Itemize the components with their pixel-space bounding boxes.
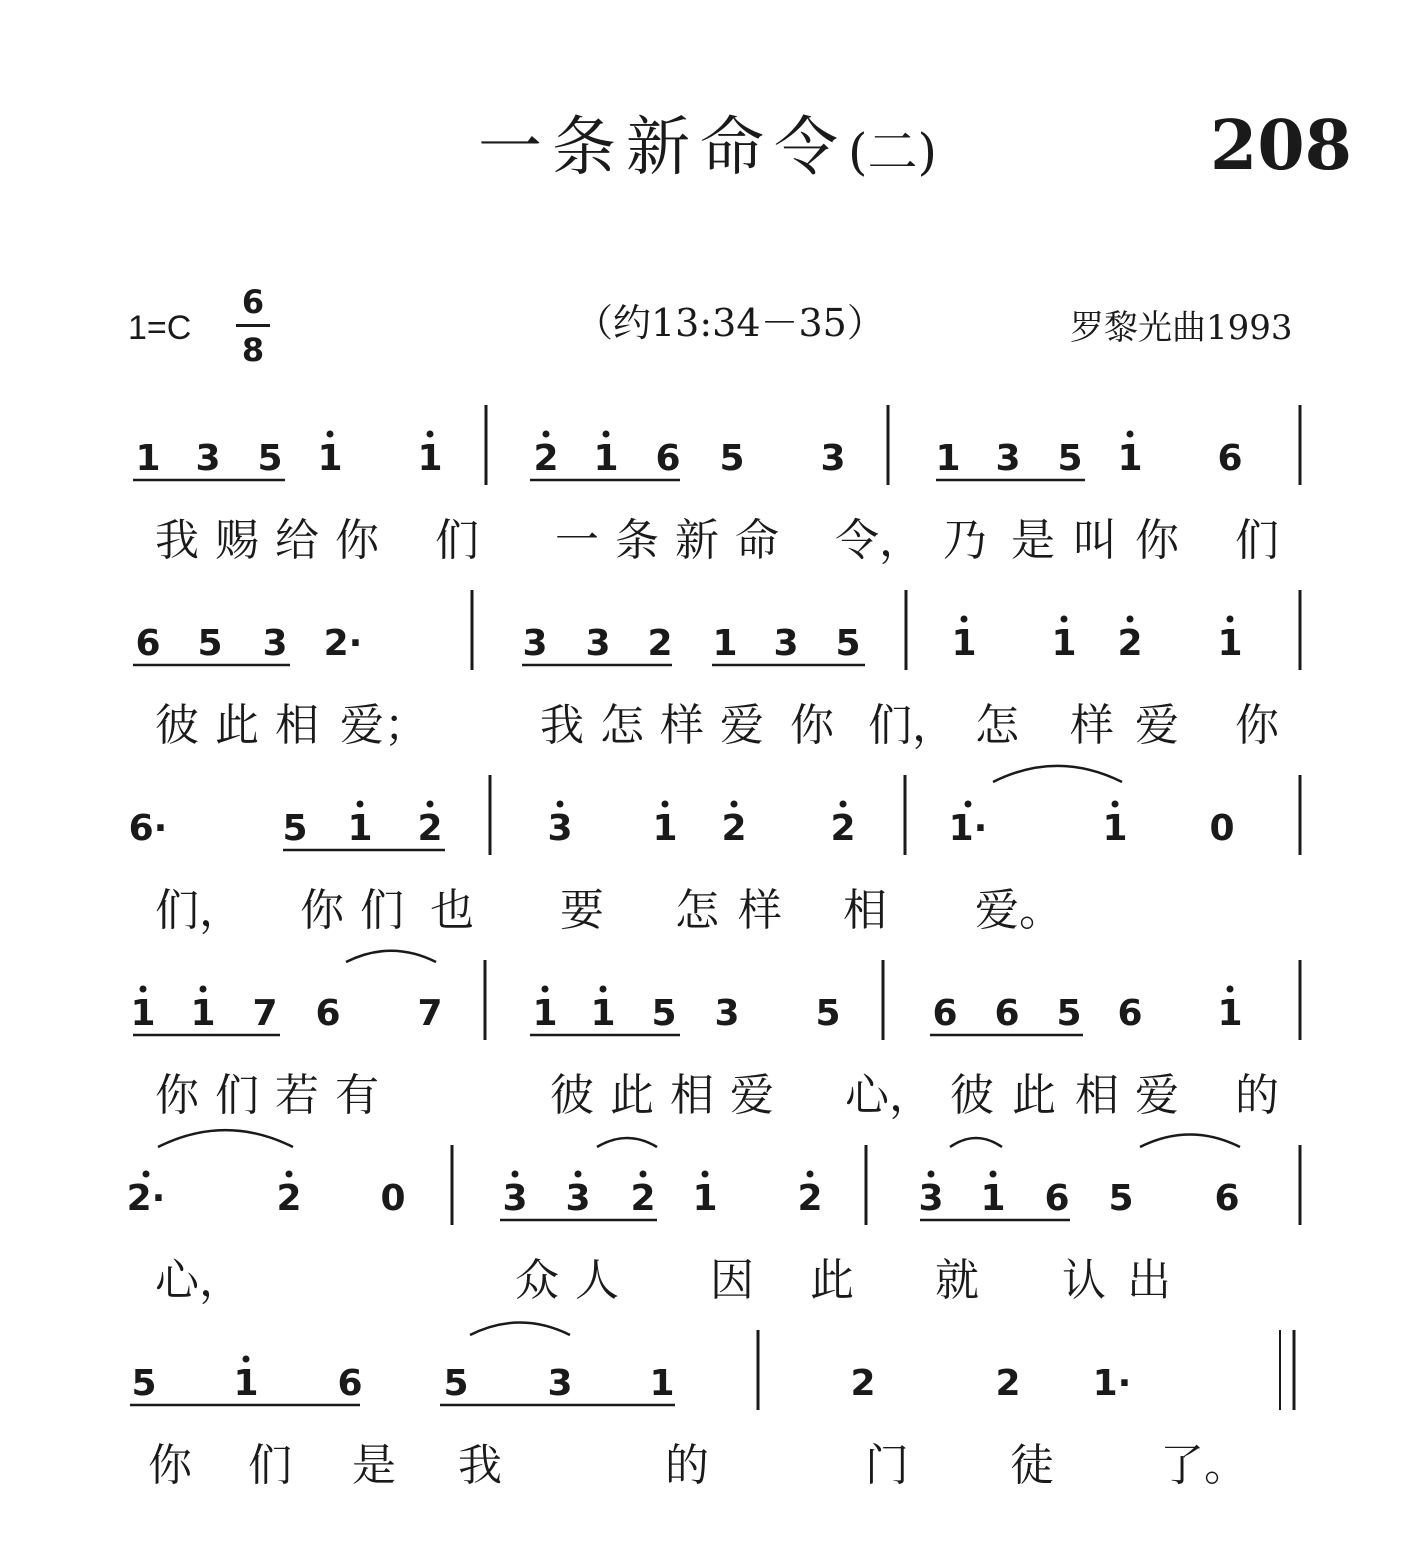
note-6: 6 [994,993,1020,1034]
lyric-syllable: 们， [155,885,243,936]
note-6: 6 [1044,1178,1070,1219]
note-2: 2 [533,438,559,479]
note-1: 1 [532,993,558,1034]
note-1: 1 [980,1178,1006,1219]
lyric-syllable: 给 [275,515,319,566]
octave-dot [1227,986,1234,993]
scripture-reference: （约13:34－35） [575,301,885,345]
lyric-syllable: 心， [155,1255,243,1306]
lyric-syllable: 们 [360,885,404,936]
composer-credit: 罗黎光曲1993 [1070,308,1293,348]
note-6: 6 [1214,1178,1240,1219]
octave-dot [640,1171,647,1178]
note-6: 6 [655,438,681,479]
note-5: 5 [1056,993,1082,1034]
key-signature: 1=C [128,309,192,347]
note-2: 2 [797,1178,823,1219]
note-3: 3 [522,623,548,664]
note-1: 1 [935,438,961,479]
lyric-syllable: 怎 [975,700,1019,751]
octave-dot [543,431,550,438]
lyric-syllable: 彼 [950,1070,994,1121]
note-1: 1 [135,438,161,479]
note-5: 5 [719,438,745,479]
lyric-syllable: 相 [1075,1070,1119,1121]
note-1: 1 [190,993,216,1034]
lyric-syllable: 你 [155,1070,199,1121]
note-5: 5 [257,438,283,479]
lyric-syllable: 相 [670,1070,714,1121]
note-5: 5 [815,993,841,1034]
note-1: 1 [1217,623,1243,664]
octave-dot [243,1356,250,1363]
lyric-syllable: 你 [790,700,834,751]
note-3: 3 [547,1363,573,1404]
tie-slur [346,951,436,962]
lyric-syllable: 我 [540,700,584,751]
lyric-syllable: 你 [148,1440,192,1491]
lyric-syllable: 相 [275,700,319,751]
lyric-syllable: 赐 [215,515,259,566]
note-0: 0 [380,1178,406,1219]
lyric-syllable: 此 [215,700,259,751]
note-6: 6 [932,993,958,1034]
lyric-syllable: 令， [835,515,923,566]
tie-slur [1140,1135,1240,1148]
note-3: 3 [714,993,740,1034]
octave-dot [575,1171,582,1178]
note-2: 2 [630,1178,656,1219]
lyric-syllable: 我 [155,515,199,566]
tie-slur [993,766,1122,782]
octave-dot [928,1171,935,1178]
note-7: 7 [252,993,278,1034]
lyric-syllable: 叫 [1073,515,1117,566]
lyric-syllable: 的 [665,1440,709,1491]
octave-dot [427,431,434,438]
lyric-syllable: 一 [555,515,599,566]
lyric-syllable: 是 [352,1440,396,1491]
tie-slur [470,1323,570,1336]
octave-dot [286,1171,293,1178]
tie-slur [950,1138,1002,1147]
time-signature-denominator: 8 [241,331,265,369]
octave-dot [327,431,334,438]
note-0: 0 [1209,808,1235,849]
lyric-syllable: 你 [300,885,344,936]
note-1·: 1· [1092,1363,1132,1404]
octave-dot [1112,801,1119,808]
lyric-syllable: 人 [575,1255,619,1306]
note-3: 3 [820,438,846,479]
octave-dot [702,1171,709,1178]
note-2: 2 [1117,623,1143,664]
lyric-syllable: 也 [430,885,474,936]
time-signature-numerator: 6 [241,283,265,321]
note-1: 1 [652,808,678,849]
note-5: 5 [651,993,677,1034]
lyric-syllable: 样 [738,885,782,936]
note-7: 7 [417,993,443,1034]
octave-dot [200,986,207,993]
note-3: 3 [773,623,799,664]
tie-slur [597,1138,657,1147]
note-1: 1 [1102,808,1128,849]
octave-dot [840,801,847,808]
octave-dot [990,1171,997,1178]
octave-dot [600,986,607,993]
octave-dot [357,801,364,808]
octave-dot [557,801,564,808]
lyric-syllable: 样 [1070,700,1114,751]
note-1: 1 [593,438,619,479]
octave-dot [961,616,968,623]
note-1: 1 [130,993,156,1034]
octave-dot [1061,616,1068,623]
lyric-syllable: 你 [335,515,379,566]
note-2·: 2· [323,623,363,664]
octave-dot [603,431,610,438]
lyric-syllable: 们 [248,1440,292,1491]
note-3: 3 [565,1178,591,1219]
lyric-syllable: 怎 [600,700,644,751]
lyric-syllable: 爱 [730,1070,774,1121]
note-5: 5 [282,808,308,849]
lyric-syllable: 爱 [1135,1070,1179,1121]
lyric-syllable: 爱； [340,700,428,751]
lyric-syllable: 爱。 [975,885,1063,936]
octave-dot [512,1171,519,1178]
note-1: 1 [233,1363,259,1404]
octave-dot [427,801,434,808]
lyric-syllable: 们 [215,1070,259,1121]
octave-dot [662,801,669,808]
note-2: 2 [830,808,856,849]
hymn-number: 208 [1210,106,1352,186]
note-6: 6 [1217,438,1243,479]
note-6: 6 [1117,993,1143,1034]
note-1: 1 [317,438,343,479]
note-2: 2 [850,1363,876,1404]
octave-dot [143,1171,150,1178]
note-1: 1 [712,623,738,664]
note-2: 2 [721,808,747,849]
lyric-syllable: 出 [1127,1255,1171,1306]
note-2: 2 [995,1363,1021,1404]
octave-dot [1227,616,1234,623]
note-5: 5 [443,1363,469,1404]
note-3: 3 [262,623,288,664]
lyric-syllable: 是 [1011,515,1055,566]
lyric-syllable: 要 [560,885,604,936]
octave-dot [1127,616,1134,623]
lyric-syllable: 此 [810,1255,854,1306]
lyric-syllable: 此 [610,1070,654,1121]
note-1: 1 [1217,993,1243,1034]
lyric-syllable: 命 [735,515,779,566]
song-title-suffix: (二) [848,123,938,181]
note-3: 3 [995,438,1021,479]
note-1: 1 [951,623,977,664]
lyric-syllable: 若 [275,1070,319,1121]
note-5: 5 [835,623,861,664]
note-6: 6 [337,1363,363,1404]
lyric-syllable: 徒 [1010,1440,1054,1491]
octave-dot [965,801,972,808]
note-6: 6 [315,993,341,1034]
lyric-syllable: 此 [1012,1070,1056,1121]
note-5: 5 [131,1363,157,1404]
lyric-syllable: 怎 [675,885,719,936]
lyric-syllable: 了。 [1160,1440,1248,1491]
note-1: 1 [347,808,373,849]
lyric-syllable: 们 [1235,515,1279,566]
note-2: 2 [647,623,673,664]
lyric-syllable: 乃 [943,515,987,566]
note-6·: 6· [128,808,168,849]
note-1: 1 [417,438,443,479]
note-1: 1 [590,993,616,1034]
lyric-syllable: 新 [675,515,719,566]
lyric-syllable: 有 [335,1070,379,1121]
note-3: 3 [502,1178,528,1219]
note-2: 2 [276,1178,302,1219]
note-3: 3 [195,438,221,479]
note-1: 1 [1117,438,1143,479]
note-1: 1 [649,1363,675,1404]
lyric-syllable: 们 [435,515,479,566]
lyric-syllable: 认 [1062,1255,1106,1306]
lyric-syllable: 相 [843,885,887,936]
tie-slur [158,1130,293,1147]
lyric-syllable: 你 [1135,515,1179,566]
lyric-syllable: 的 [1235,1070,1279,1121]
lyric-syllable: 因 [710,1255,754,1306]
note-2·: 2· [126,1178,166,1219]
lyric-syllable: 就 [935,1255,979,1306]
octave-dot [1127,431,1134,438]
lyric-syllable: 我 [458,1440,502,1491]
lyric-syllable: 样 [660,700,704,751]
lyric-syllable: 们， [868,700,956,751]
octave-dot [542,986,549,993]
lyric-syllable: 彼 [550,1070,594,1121]
lyric-syllable: 门 [865,1440,909,1491]
note-5: 5 [1057,438,1083,479]
note-2: 2 [417,808,443,849]
note-5: 5 [1108,1178,1134,1219]
song-title-main: 一条新命令 [478,111,848,185]
octave-dot [731,801,738,808]
lyric-syllable: 你 [1235,700,1279,751]
octave-dot [140,986,147,993]
note-3: 3 [585,623,611,664]
lyric-syllable: 爱 [720,700,764,751]
lyric-syllable: 爱 [1135,700,1179,751]
lyric-syllable: 条 [615,515,659,566]
lyric-syllable: 众 [515,1255,559,1306]
note-6: 6 [135,623,161,664]
note-1·: 1· [948,808,988,849]
note-1: 1 [1051,623,1077,664]
note-3: 3 [918,1178,944,1219]
note-3: 3 [547,808,573,849]
lyric-syllable: 彼 [155,700,199,751]
note-1: 1 [692,1178,718,1219]
octave-dot [807,1171,814,1178]
lyric-syllable: 心， [845,1070,933,1121]
note-5: 5 [197,623,223,664]
